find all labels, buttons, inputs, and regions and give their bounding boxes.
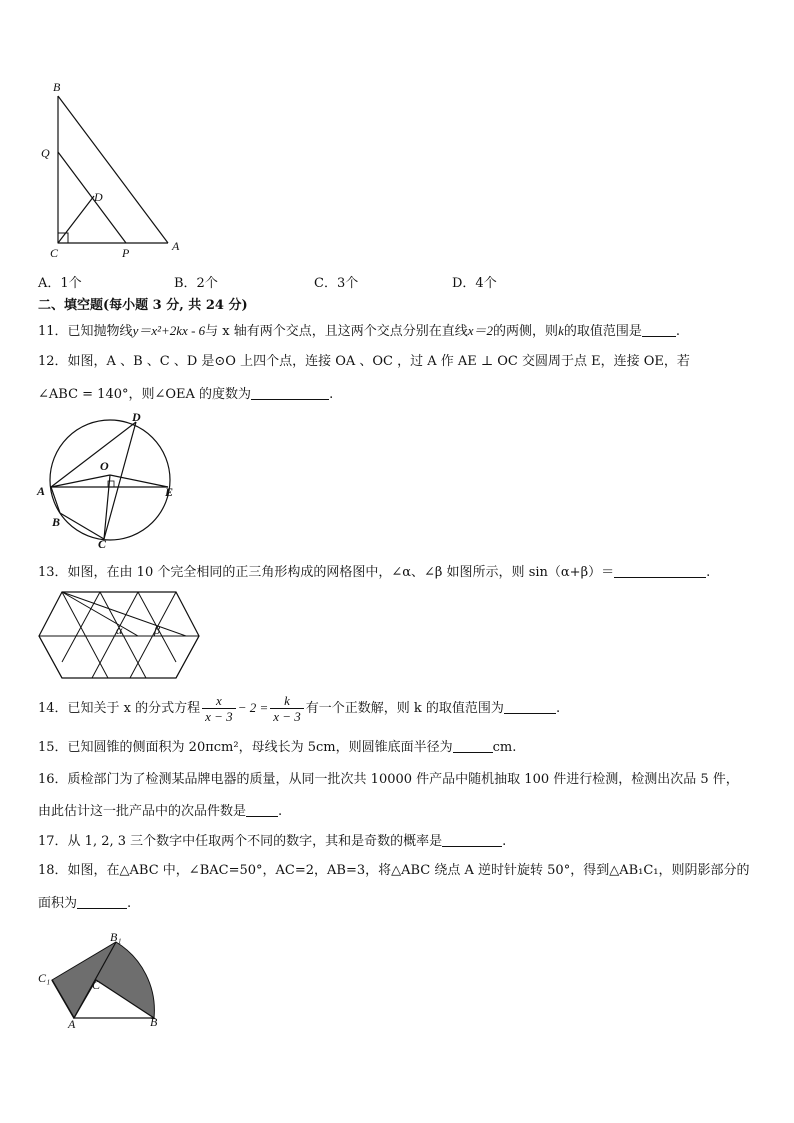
q13-triangle-grid-figure bbox=[36, 590, 206, 682]
q15-answer-blank[interactable] bbox=[453, 738, 493, 753]
grid-line bbox=[176, 636, 199, 678]
label-c: C bbox=[92, 978, 101, 992]
q15-text-2: cm. bbox=[492, 740, 517, 755]
section-heading: 二、填空题(每小题 3 分, 共 24 分) bbox=[38, 298, 248, 313]
frac1-denominator: x − 3 bbox=[205, 709, 233, 724]
question-18-line-1: 18．如图，在△ABC 中，∠BAC=50°，AC=2，AB=3，将△ABC 绕点 A 逆时针旋转 50°，得到△AB₁C₁，则阴影部分的 bbox=[38, 863, 750, 878]
q12-end: . bbox=[329, 387, 334, 402]
option-c: C．3个 bbox=[314, 276, 359, 291]
q11-k: k bbox=[558, 323, 564, 338]
q13-end: . bbox=[706, 565, 711, 580]
q13-text: 13．如图，在由 10 个完全相同的正三角形构成的网格图中，∠α、∠β 如图所示，则 sin（α+β）＝ bbox=[38, 565, 615, 580]
q13-answer-blank[interactable] bbox=[614, 563, 706, 578]
question-18-line-2 bbox=[38, 894, 131, 913]
q10-triangle-figure bbox=[36, 78, 196, 263]
ray-beta bbox=[62, 592, 186, 636]
segment-bc bbox=[60, 513, 104, 539]
option-b: B．2个 bbox=[174, 276, 218, 291]
question-12-line-1: 12．如图，A 、B 、C 、D 是⊙O 上四个点，连接 OA 、OC ，过 A 作 AE ⊥ OC 交圆周于点 E，连接 OE，若 bbox=[38, 354, 690, 369]
question-12-line-2 bbox=[38, 385, 333, 404]
option-a: A．1个 bbox=[38, 276, 82, 291]
label-b: B bbox=[150, 1015, 158, 1029]
q11-formula: y＝x²+2kx - 6 bbox=[132, 323, 206, 338]
q16-end: . bbox=[278, 804, 283, 819]
label-p: P bbox=[122, 246, 130, 260]
q17-answer-blank[interactable] bbox=[442, 832, 502, 847]
label-b: B bbox=[53, 80, 61, 94]
question-15 bbox=[38, 738, 516, 757]
q11-num: 11． bbox=[38, 324, 68, 339]
label-a: A bbox=[172, 239, 180, 253]
label-a: A bbox=[68, 1017, 76, 1031]
q14-answer-blank[interactable] bbox=[504, 699, 556, 714]
question-11 bbox=[38, 322, 680, 341]
q12-text-2: ∠ABC = 140°，则∠OEA 的度数为 bbox=[38, 387, 252, 402]
label-beta: β bbox=[154, 623, 160, 637]
question-14 bbox=[38, 692, 560, 725]
label-d: D bbox=[132, 410, 141, 424]
segment-cd bbox=[104, 422, 136, 539]
q14-minus: − 2 = bbox=[237, 700, 269, 715]
q16-answer-blank[interactable] bbox=[246, 802, 278, 817]
option-d: D．4个 bbox=[452, 276, 497, 291]
grid-line bbox=[100, 592, 146, 678]
q14-fraction-2 bbox=[270, 693, 304, 724]
q11-text-2: 与 x 轴有两个交点，且这两个交点分别在直线 bbox=[205, 324, 468, 339]
q12-circle-figure bbox=[34, 410, 184, 550]
q14-text-2: 有一个正数解，则 k 的取值范围为 bbox=[305, 701, 504, 716]
question-16-line-1: 16．质检部门为了检测某品牌电器的质量，从同一批次共 10000 件产品中随机抽取 100 件进行检测，检测出次品 5 件， bbox=[38, 772, 739, 787]
q11-text-4: 的取值范围是 bbox=[563, 324, 642, 339]
segment-ab bbox=[51, 487, 60, 513]
q18-rotation-figure bbox=[36, 930, 166, 1032]
q11-end: . bbox=[675, 324, 680, 339]
q15-text-1: 15．已知圆锥的侧面积为 20πcm²，母线长为 5cm，则圆锥底面半径为 bbox=[38, 740, 453, 755]
label-c: C bbox=[98, 537, 107, 550]
question-13 bbox=[38, 563, 710, 582]
q18-end: . bbox=[127, 896, 132, 911]
label-e: E bbox=[165, 485, 174, 499]
frac2-numerator: k bbox=[270, 693, 304, 709]
label-c1: C₁ bbox=[38, 971, 51, 985]
q16-text-2: 由此估计这一批产品中的次品件数是 bbox=[38, 804, 247, 819]
frac1-numerator: x bbox=[202, 693, 236, 709]
label-d: D bbox=[94, 190, 103, 204]
q11-answer-blank[interactable] bbox=[642, 322, 676, 337]
label-b: B bbox=[52, 515, 61, 529]
q14-text-1: 14．已知关于 x 的分式方程 bbox=[38, 701, 201, 716]
q17-text: 17．从 1, 2, 3 三个数字中任取两个不同的数字，其和是奇数的概率是 bbox=[38, 834, 443, 849]
label-c: C bbox=[50, 246, 59, 260]
q11-text-1: 已知抛物线 bbox=[67, 324, 133, 339]
q17-end: . bbox=[502, 834, 507, 849]
label-b1: B₁ bbox=[110, 930, 122, 944]
segment-cd bbox=[58, 196, 94, 243]
q11-text-3: 的两侧，则 bbox=[493, 324, 559, 339]
question-16-line-2 bbox=[38, 802, 282, 821]
q14-fraction-1 bbox=[202, 693, 236, 724]
segment-oa bbox=[51, 475, 110, 487]
frac2-denominator: x − 3 bbox=[273, 709, 301, 724]
label-q: Q bbox=[41, 146, 50, 160]
q12-answer-blank[interactable] bbox=[251, 385, 329, 400]
q18-answer-blank[interactable] bbox=[77, 894, 127, 909]
grid-line bbox=[39, 636, 62, 678]
q18-text-2: 面积为 bbox=[38, 896, 78, 911]
q11-formula-2: x＝2 bbox=[467, 323, 494, 338]
label-a: A bbox=[37, 484, 46, 498]
q14-end: . bbox=[555, 701, 561, 716]
label-o: O bbox=[100, 459, 109, 473]
question-17 bbox=[38, 832, 506, 851]
label-alpha: α bbox=[116, 623, 123, 637]
